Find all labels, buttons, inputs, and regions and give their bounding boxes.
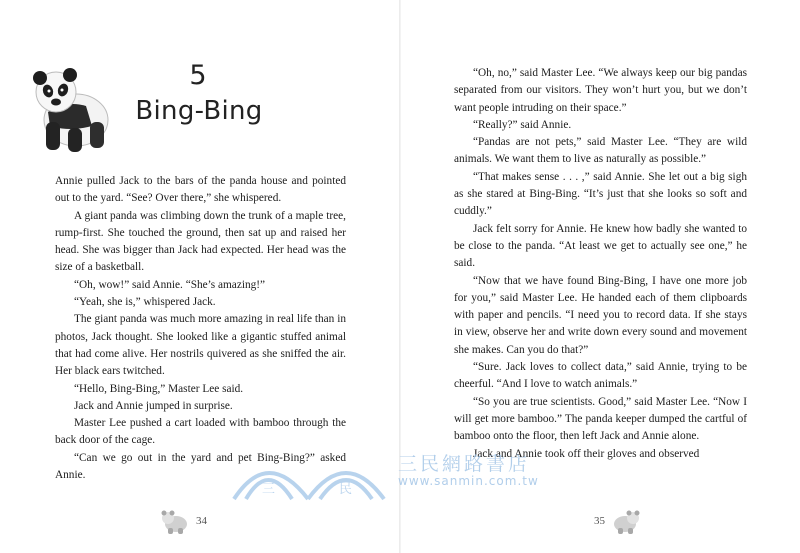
paragraph: “So you are true scientists. Good,” said Master Lee. “Now I will get more bamboo.” The panda keeper dumped the cartful of bamboo onto the floor, then left Jack and Annie alone. [454, 395, 747, 443]
paragraph: The giant panda was much more amazing in real life than in photos, Jack thought. She looked like a gigantic stuffed animal that had come alive. Her nostrils quivered as she sniffed the air. Her black ears twitched. [55, 313, 346, 378]
paragraph: A giant panda was climbing down the trunk of a maple tree, rump-first. She touched the ground, then sat up and raised her head. She was bigger than Jack had expected. Her head was the size of a basketball. [55, 209, 346, 274]
chapter-title: Bing-Bing [135, 96, 263, 126]
paragraph: “That makes sense . . . ,” said Annie. She let out a big sigh as she stared at Bing-Bing. “It’s just that she looks so soft and cuddly.” [454, 170, 747, 218]
watermark-small-right: 民 [339, 482, 353, 497]
paragraph: “Yeah, she is,” whispered Jack. [74, 296, 216, 309]
panda-footer-icon [160, 508, 188, 534]
panda-illustration [26, 62, 112, 156]
page-number: 35 [594, 515, 605, 527]
right-page-footer [594, 508, 641, 534]
paragraph: “Pandas are not pets,” said Master Lee. “They are wild animals. We want them to live as naturally as possible.” [454, 136, 747, 166]
paragraph: Annie pulled Jack to the bars of the panda house and pointed out to the yard. “See? Over there,” she whispered. [55, 175, 346, 205]
watermark-small-left: 三 [262, 482, 276, 497]
left-page-text [55, 173, 346, 484]
paragraph: Jack and Annie jumped in surprise. [74, 399, 233, 412]
left-page-footer [160, 508, 207, 534]
paragraph: “Now that we have found Bing-Bing, I have one more job for you,” said Master Lee. He handed each of them clipboards with paper and pencils. “I need you to record data. If she stays in view, observe her and write down every sound and movement she makes. Can you do that?” [454, 274, 747, 356]
paragraph: Jack felt sorry for Annie. He knew how badly she wanted to be close to the panda. “At least we get to actually see one,” he said. [454, 222, 747, 270]
paragraph: Jack and Annie took off their gloves and observed [473, 447, 700, 460]
page-number: 34 [196, 515, 207, 527]
chapter-number: 5 [189, 60, 207, 91]
paragraph: “Sure. Jack loves to collect data,” said Annie, trying to be cheerful. “And I love to watch animals.” [454, 361, 747, 391]
paragraph: “Oh, no,” said Master Lee. “We always keep our big pandas separated from our visitors. They won’t hurt you, but we don’t want people intruding on their space.” [454, 67, 747, 114]
paragraph: “Really?” said Annie. [473, 118, 572, 131]
panda-footer-icon [613, 508, 641, 534]
watermark-url: www.sanmin.com.tw [398, 474, 539, 488]
right-page-text [454, 65, 747, 463]
paragraph: “Hello, Bing-Bing,” Master Lee said. [74, 382, 244, 395]
paragraph: “Can we go out in the yard and pet Bing-Bing?” asked Annie. [55, 451, 346, 482]
watermark-chinese-text: 三民網路書店 [398, 453, 531, 475]
paragraph: “Oh, wow!” said Annie. “She’s amazing!” [74, 278, 266, 291]
paragraph: Master Lee pushed a cart loaded with bamboo through the back door of the cage. [55, 417, 346, 447]
